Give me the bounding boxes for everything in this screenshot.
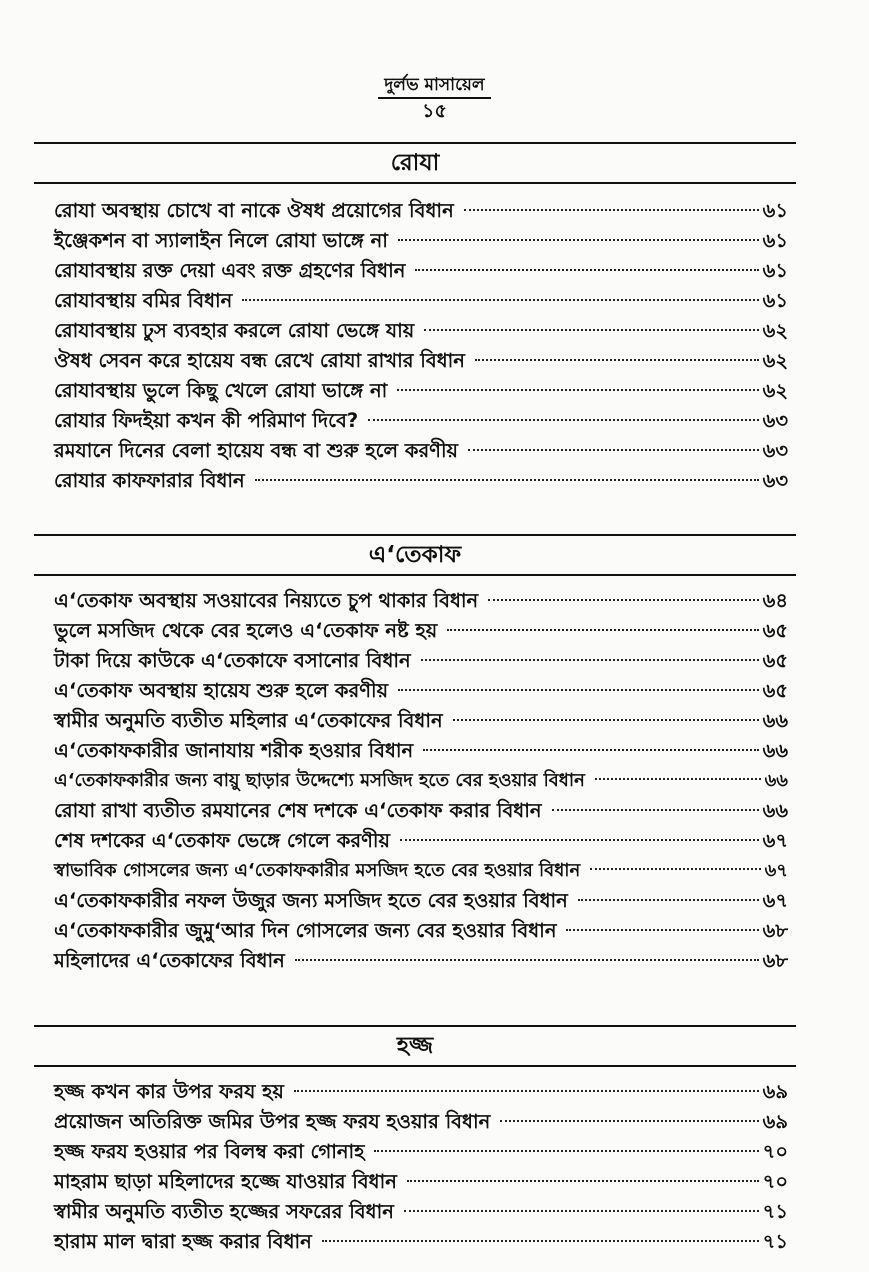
section-rule-bottom [34,182,796,184]
dot-leader [578,899,759,901]
toc-entry[interactable] [34,1077,796,1107]
dot-leader [447,629,758,631]
dot-leader [500,1120,758,1122]
toc-entry[interactable] [34,1137,796,1167]
toc-entry[interactable] [34,406,796,436]
entry-page: ৬৬ [762,739,788,762]
toc-entry[interactable] [34,286,796,316]
toc-entry[interactable] [34,1227,796,1257]
toc-entry[interactable] [34,646,796,676]
entry-page: ৬৩ [762,409,788,432]
dot-leader [453,719,759,721]
entry-page: ৭০ [762,1140,788,1163]
dot-leader [398,239,759,241]
dot-leader [421,659,759,661]
toc-entry[interactable] [34,586,796,616]
entry-title: হজ্জ কখন কার উপর ফরয হয় [54,1080,284,1103]
dot-leader [398,689,759,691]
toc-entry[interactable] [34,316,796,346]
entry-title: এ‘তেকাফ অবস্থায় হায়েয শুরু হলে করণীয় [54,679,389,702]
section-hajj [34,1025,796,1257]
toc-entry[interactable] [34,1107,796,1137]
dot-leader [415,269,758,271]
dot-leader [464,209,759,211]
dot-leader [397,389,758,391]
dot-leader [294,1090,759,1092]
entry-page: ৬১ [762,259,788,282]
entry-page: ৬১ [762,289,788,312]
toc-entry[interactable] [34,1167,796,1197]
dot-leader [488,599,758,601]
entry-title: ভুলে মসজিদ থেকে বের হলেও এ‘তেকাফ নষ্ট হয় [54,619,438,642]
section-etekaf [34,534,796,976]
toc-entry[interactable] [34,886,796,916]
entry-title: রোযার কাফফারার বিধান [54,469,245,492]
dot-leader [368,419,758,421]
entry-page: ৬৫ [762,619,788,642]
entry-title: এ‘তেকাফকারীর জুমু‘আর দিন গোসলের জন্য বের হওয়ার বিধান [54,919,557,942]
entry-title: রোযা অবস্থায় চোখে বা নাকে ঔষধ প্রয়োগের বিধান [54,199,454,222]
entry-page: ৬৮ [762,919,788,942]
toc-entry[interactable] [34,616,796,646]
dot-leader [242,299,758,301]
toc-entry[interactable] [34,376,796,406]
entry-title: ঔষধ সেবন করে হায়েয বন্ধ রেখে রোযা রাখার বিধান [54,349,465,372]
entry-page: ৬৭ [764,860,788,881]
entry-page: ৬১ [762,199,788,222]
toc-entry[interactable] [34,226,796,256]
toc-entry[interactable] [34,796,796,826]
toc-entry[interactable] [34,766,796,796]
page-number: ১৫ [422,100,447,122]
entry-title: রোযাবস্থায় ঢুস ব্যবহার করলে রোযা ভেঙ্গে যায় [54,319,415,342]
section-heading: হজ্জ [396,1033,434,1059]
entry-title: এ‘তেকাফকারীর নফল উজুর জন্য মসজিদ হতে বের হওয়ার বিধান [54,889,568,912]
dot-leader [552,809,759,811]
section-roza [34,142,796,496]
toc-entry[interactable] [34,256,796,286]
entry-title: মাহরাম ছাড়া মহিলাদের হজ্জে যাওয়ার বিধান [54,1170,397,1193]
dot-leader [423,749,758,751]
toc-list [34,196,796,496]
entry-title: স্বাভাবিক গোসলের জন্য এ‘তেকাফকারীর মসজিদ হতে বের হওয়ার বিধান [54,860,581,881]
dot-leader [590,868,760,870]
toc-entry[interactable] [34,706,796,736]
entry-page: ৭১ [762,1230,788,1253]
running-head [0,74,869,123]
dot-leader [374,1150,758,1152]
dot-leader [566,929,758,931]
toc-entry[interactable] [34,856,796,886]
entry-page: ৬৭ [762,829,788,852]
entry-page: ৬৬ [762,709,788,732]
toc-entry[interactable] [34,466,796,496]
entry-title: প্রয়োজন অতিরিক্ত জমির উপর হজ্জ ফরয হওয়ার বিধান [54,1110,491,1133]
toc-list [34,586,796,976]
toc-entry[interactable] [34,196,796,226]
entry-page: ৬৯ [762,1110,788,1133]
entry-page: ৬৮ [762,949,788,972]
entry-title: রোযার ফিদইয়া কখন কী পরিমাণ দিবে? [54,409,359,432]
toc-list [34,1077,796,1257]
dot-leader [424,329,758,331]
toc-entry[interactable] [34,1197,796,1227]
entry-page: ৬৩ [762,439,788,462]
entry-page: ৬২ [762,319,788,342]
entry-page: ৬৩ [762,469,788,492]
entry-title: রোযা রাখা ব্যতীত রমযানের শেষ দশকে এ‘তেকাফ করার বিধান [54,799,542,822]
entry-title: মহিলাদের এ‘তেকাফের বিধান [54,949,285,972]
dot-leader [475,359,759,361]
entry-page: ৬৪ [762,589,788,612]
toc-entry[interactable] [34,436,796,466]
entry-page: ৭১ [762,1200,788,1223]
entry-page: ৬৭ [762,889,788,912]
dot-leader [595,778,761,780]
entry-page: ৭০ [762,1170,788,1193]
dot-leader [404,1210,759,1212]
entry-page: ৬৫ [762,649,788,672]
toc-entry[interactable] [34,916,796,946]
toc-entry[interactable] [34,826,796,856]
dot-leader [400,839,759,841]
entry-title: রমযানে দিনের বেলা হায়েয বন্ধ বা শুরু হলে করণীয় [54,439,459,462]
book-title: দুর্লভ মাসায়েল [378,74,490,99]
entry-title: ইঞ্জেকশন বা স্যালাইন নিলে রোযা ভাঙ্গে না [54,229,388,252]
dot-leader [295,959,759,961]
entry-page: ৬৫ [762,679,788,702]
toc-entry[interactable] [34,346,796,376]
entry-title: স্বামীর অনুমতি ব্যতীত মহিলার এ‘তেকাফের বিধান [54,709,443,732]
entry-title: রোযাবস্থায় বমির বিধান [54,289,233,312]
dot-leader [322,1240,759,1242]
dot-leader [255,479,759,481]
entry-title: হজ্জ ফরয হওয়ার পর বিলম্ব করা গোনাহ [54,1140,365,1163]
entry-title: শেষ দশকের এ‘তেকাফ ভেঙ্গে গেলে করণীয় [54,829,390,852]
entry-title: হারাম মাল দ্বারা হজ্জ করার বিধান [54,1230,312,1253]
entry-title: স্বামীর অনুমতি ব্যতীত হজ্জের সফরের বিধান [54,1200,394,1223]
entry-title: রোযাবস্থায় ভুলে কিছু খেলে রোযা ভাঙ্গে না [54,379,388,402]
toc-entry[interactable] [34,736,796,766]
toc-entry[interactable] [34,676,796,706]
entry-page: ৬৬ [764,770,788,791]
entry-title: রোযাবস্থায় রক্ত দেয়া এবং রক্ত গ্রহণের বিধান [54,259,406,282]
entry-page: ৬৯ [762,1080,788,1103]
entry-page: ৬১ [762,229,788,252]
dot-leader [468,449,759,451]
section-heading: এ‘তেকাফ [368,542,462,568]
entry-title: টাকা দিয়ে কাউকে এ‘তেকাফে বসানোর বিধান [54,649,411,672]
entry-page: ৬২ [762,349,788,372]
entry-page: ৬৬ [762,799,788,822]
section-rule-bottom [34,574,796,576]
entry-title: এ‘তেকাফকারীর জানাযায় শরীক হওয়ার বিধান [54,739,414,762]
dot-leader [407,1180,759,1182]
entry-title: এ‘তেকাফ অবস্থায় সওয়াবের নিয়্যতে চুপ থাকার বিধান [54,589,479,612]
entry-title: এ‘তেকাফকারীর জন্য বায়ু ছাড়ার উদ্দেশ্যে মসজিদ হতে বের হওয়ার বিধান [54,770,585,791]
entry-page: ৬২ [762,379,788,402]
section-heading: রোযা [390,150,440,176]
section-rule-bottom [34,1065,796,1067]
toc-entry[interactable] [34,946,796,976]
